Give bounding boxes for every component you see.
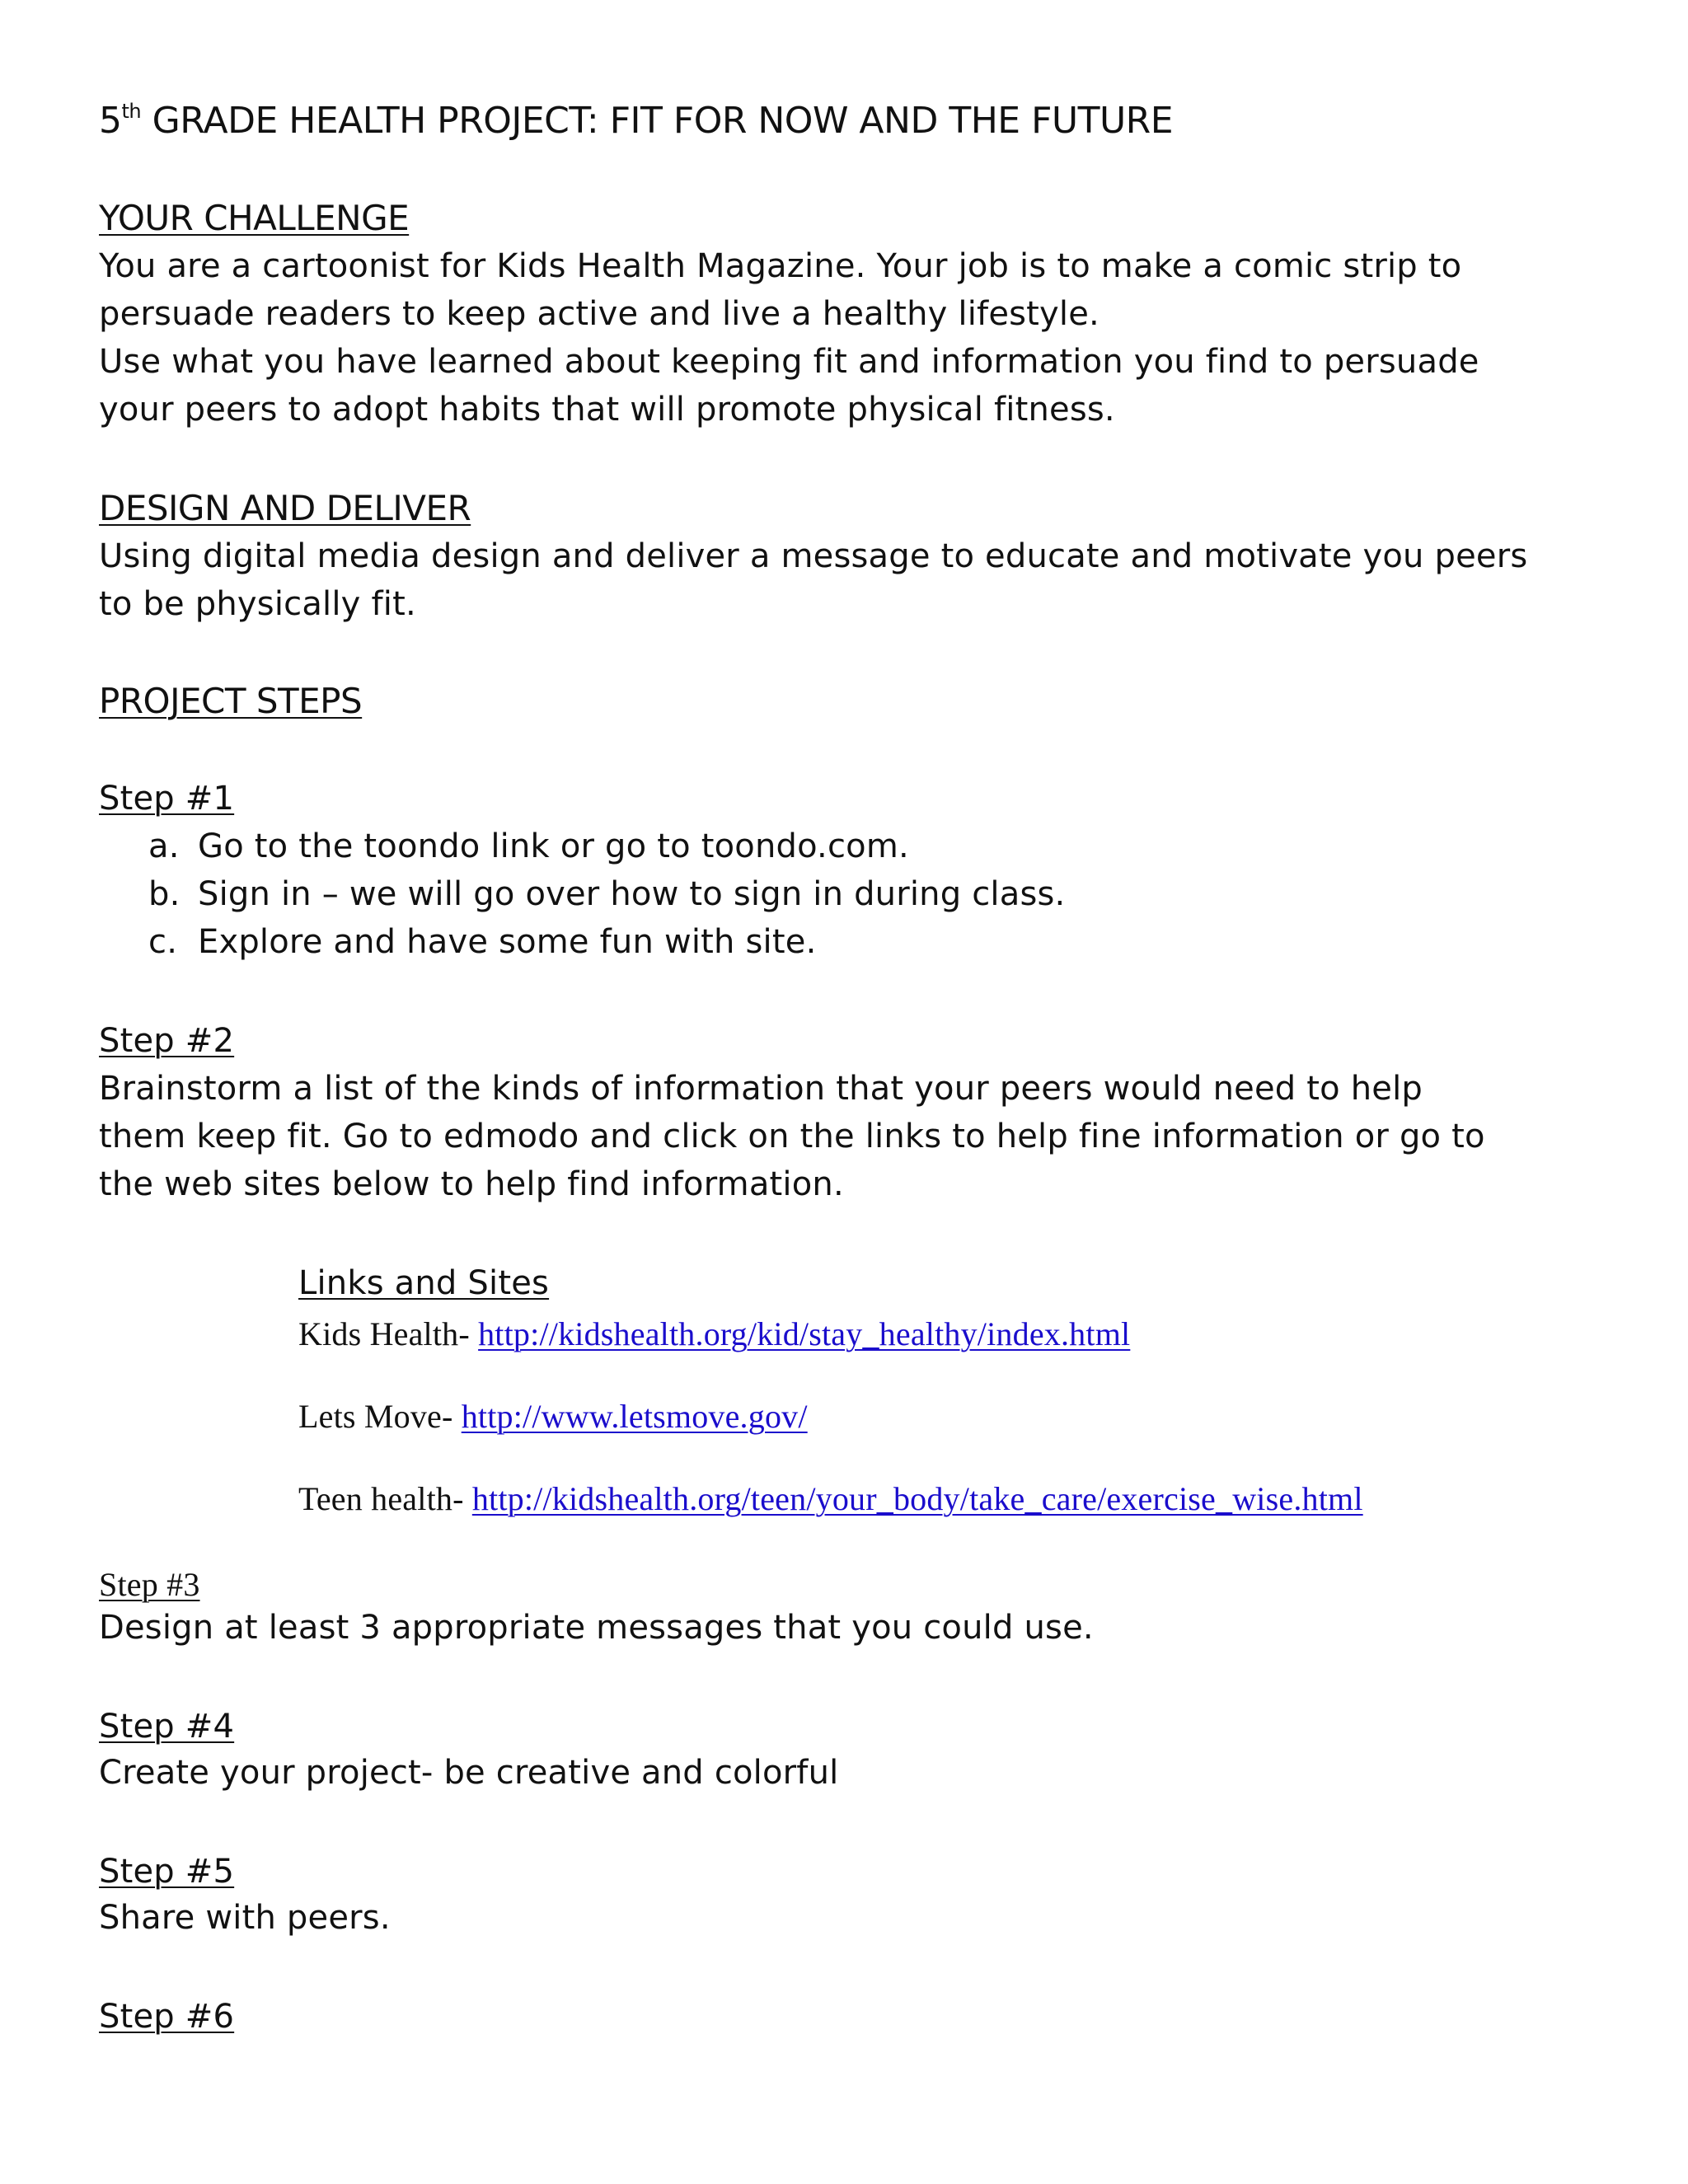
page-title [99, 97, 1173, 145]
link-label: Lets Move- [298, 1398, 462, 1435]
lets-move-link[interactable]: http://www.letsmove.gov/ [461, 1398, 808, 1435]
step-1-item-c [148, 918, 816, 966]
step-1-label: Step #1 [99, 780, 235, 818]
step-6-label: Step #6 [99, 1998, 235, 2036]
step-2-label: Step #2 [99, 1022, 235, 1060]
link-row-teen-health [298, 1475, 1363, 1523]
step-2-line-2: them keep fit. Go to edmodo and click on the links to help fine information or go to [99, 1118, 1485, 1155]
title-superscript: th [121, 100, 142, 123]
link-label: Kids Health- [298, 1315, 479, 1352]
list-item-text: Go to the toondo link or go to toondo.com. [198, 827, 909, 865]
challenge-heading: YOUR CHALLENGE [99, 198, 410, 238]
design-line-1: Using digital media design and deliver a message to educate and motivate you peers [99, 537, 1528, 575]
step-5-text: Share with peers. [99, 1899, 391, 1937]
project-steps-heading: PROJECT STEPS [99, 681, 363, 721]
link-row-lets-move [298, 1393, 808, 1441]
list-item-text: Sign in – we will go over how to sign in during class. [198, 875, 1066, 913]
challenge-line-4: your peers to adopt habits that will promote physical fitness. [99, 391, 1115, 429]
list-marker: a. [148, 827, 180, 865]
challenge-line-3: Use what you have learned about keeping fit and information you find to persuade [99, 343, 1479, 381]
links-heading: Links and Sites [298, 1264, 550, 1302]
list-item-text: Explore and have some fun with site. [198, 923, 817, 961]
list-marker: b. [148, 875, 181, 913]
step-2-line-3: the web sites below to help find information. [99, 1165, 844, 1203]
step-2-line-1: Brainstorm a list of the kinds of information that your peers would need to help [99, 1070, 1423, 1108]
step-3-text: Design at least 3 appropriate messages that you could use. [99, 1609, 1094, 1647]
list-marker: c. [148, 923, 178, 961]
step-4-label: Step #4 [99, 1708, 235, 1746]
design-heading: DESIGN AND DELIVER [99, 488, 471, 528]
step-4-text: Create your project- be creative and colorful [99, 1754, 839, 1792]
step-3-label: Step #3 [99, 1566, 200, 1603]
link-row-kids-health [298, 1310, 1130, 1358]
title-prefix: 5 [99, 100, 122, 142]
kids-health-link[interactable]: http://kidshealth.org/kid/stay_healthy/index.html [478, 1315, 1131, 1352]
challenge-line-2: persuade readers to keep active and live a healthy lifestyle. [99, 295, 1100, 333]
step-1-item-a [148, 823, 909, 870]
teen-health-link[interactable]: http://kidshealth.org/teen/your_body/take_care/exercise_wise.html [471, 1480, 1363, 1517]
design-line-2: to be physically fit. [99, 585, 416, 623]
step-5-label: Step #5 [99, 1853, 235, 1891]
step-1-item-b [148, 870, 1065, 918]
title-text: GRADE HEALTH PROJECT: FIT FOR NOW AND THE FUTURE [141, 100, 1174, 142]
challenge-line-1: You are a cartoonist for Kids Health Magazine. Your job is to make a comic strip to [99, 247, 1462, 285]
link-label: Teen health- [298, 1480, 472, 1517]
